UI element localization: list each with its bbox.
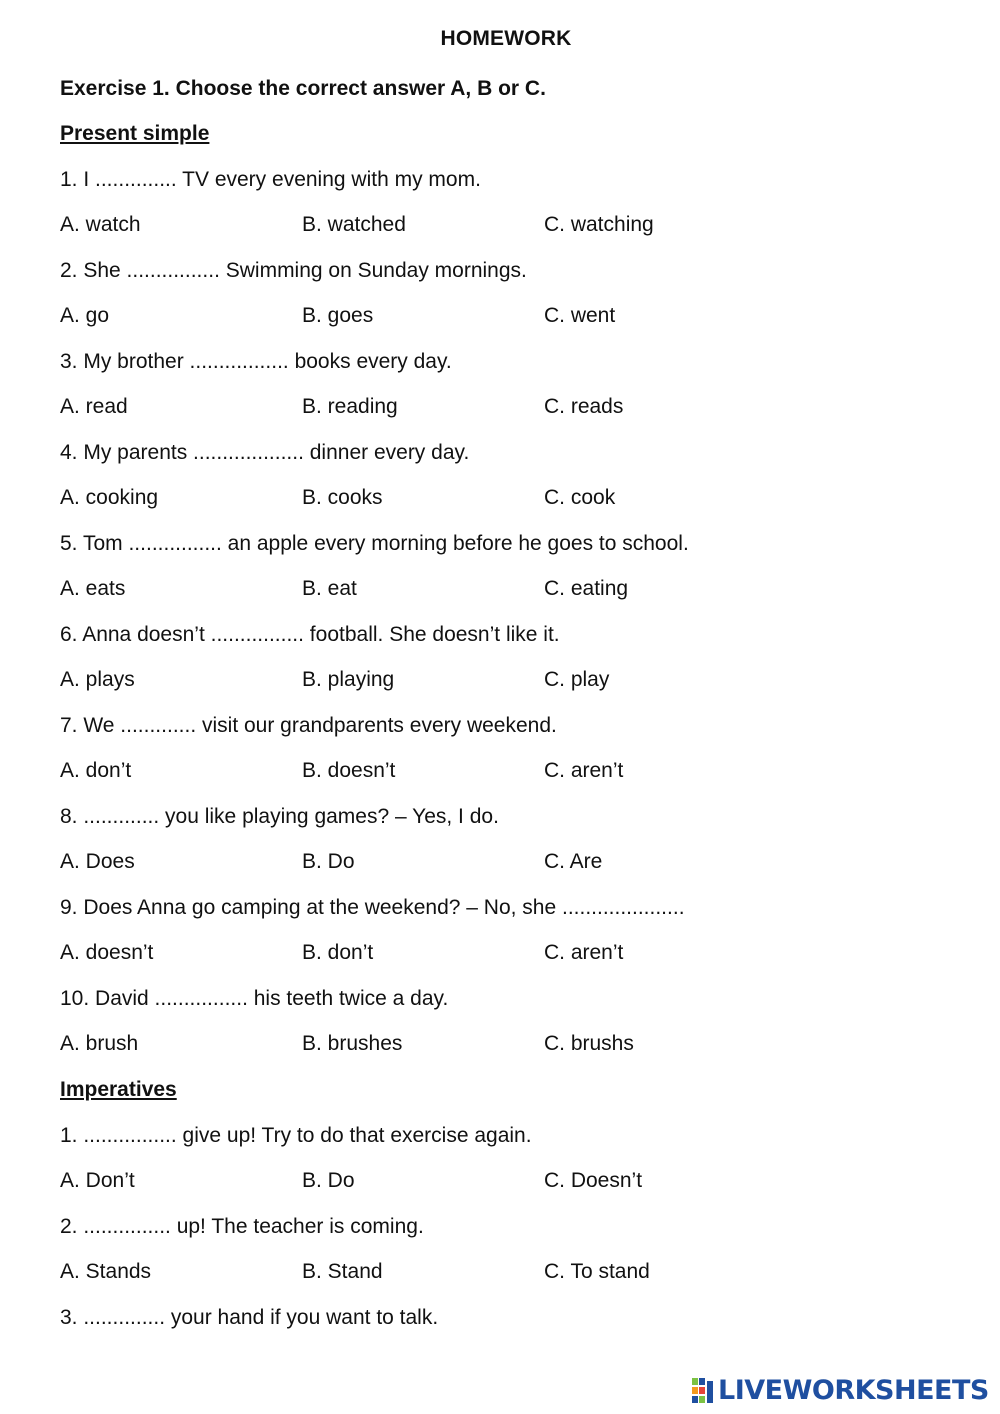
question-text: 1. I .............. TV every evening with my mom. xyxy=(60,168,481,191)
option-a[interactable]: A. read xyxy=(60,395,128,418)
liveworksheets-logo-icon xyxy=(692,1378,714,1404)
option-c[interactable]: C. went xyxy=(544,304,616,327)
option-c[interactable]: C. Are xyxy=(544,850,603,873)
exercise-title: Exercise 1. Choose the correct answer A, B or C. xyxy=(60,77,546,100)
option-b[interactable]: B. Do xyxy=(302,1169,355,1192)
question-text: 3. My brother ................. books every day. xyxy=(60,350,452,373)
option-a[interactable]: A. plays xyxy=(60,668,135,691)
option-a[interactable]: A. cooking xyxy=(60,486,159,509)
logo-text: LIVEWORKSHEETS xyxy=(718,1375,989,1406)
question-text: 4. My parents ................... dinner every day. xyxy=(60,441,470,464)
option-b[interactable]: B. eat xyxy=(302,577,357,600)
question-text: 2. She ................ Swimming on Sunday mornings. xyxy=(60,259,527,282)
option-b[interactable]: B. cooks xyxy=(302,486,383,509)
option-c[interactable]: C. aren’t xyxy=(544,941,624,964)
question-text: 2. ............... up! The teacher is coming. xyxy=(60,1215,424,1238)
option-c[interactable]: C. cook xyxy=(544,486,616,509)
option-a[interactable]: A. go xyxy=(60,304,110,327)
question-text: 7. We ............. visit our grandparents every weekend. xyxy=(60,714,557,737)
option-a[interactable]: A. watch xyxy=(60,213,141,236)
option-c[interactable]: C. Doesn’t xyxy=(544,1169,643,1192)
option-c[interactable]: C. aren’t xyxy=(544,759,624,782)
option-b[interactable]: B. brushes xyxy=(302,1032,403,1055)
option-a[interactable]: A. brush xyxy=(60,1032,139,1055)
question-text: 1. ................ give up! Try to do that exercise again. xyxy=(60,1124,532,1147)
option-b[interactable]: B. goes xyxy=(302,304,374,327)
option-b[interactable]: B. playing xyxy=(302,668,395,691)
section-heading-imperatives: Imperatives xyxy=(60,1078,177,1101)
option-a[interactable]: A. don’t xyxy=(60,759,132,782)
option-b[interactable]: B. watched xyxy=(302,213,406,236)
question-text: 3. .............. your hand if you want to talk. xyxy=(60,1306,439,1329)
option-c[interactable]: C. brushs xyxy=(544,1032,634,1055)
page-title: HOMEWORK xyxy=(440,27,572,50)
option-b[interactable]: B. doesn’t xyxy=(302,759,396,782)
question-text: 6. Anna doesn’t ................ football. She doesn’t like it. xyxy=(60,623,560,646)
option-a[interactable]: A. Does xyxy=(60,850,135,873)
option-b[interactable]: B. Do xyxy=(302,850,355,873)
section-heading-present-simple: Present simple xyxy=(60,122,210,145)
option-c[interactable]: C. eating xyxy=(544,577,629,600)
question-text: 10. David ................ his teeth twice a day. xyxy=(60,987,449,1010)
option-a[interactable]: A. eats xyxy=(60,577,126,600)
option-a[interactable]: A. doesn’t xyxy=(60,941,154,964)
option-c[interactable]: C. To stand xyxy=(544,1260,650,1283)
option-a[interactable]: A. Don’t xyxy=(60,1169,135,1192)
liveworksheets-logo xyxy=(692,1376,989,1406)
option-c[interactable]: C. watching xyxy=(544,213,654,236)
option-b[interactable]: B. Stand xyxy=(302,1260,383,1283)
option-c[interactable]: C. play xyxy=(544,668,610,691)
question-text: 5. Tom ................ an apple every morning before he goes to school. xyxy=(60,532,689,555)
option-b[interactable]: B. don’t xyxy=(302,941,374,964)
question-text: 9. Does Anna go camping at the weekend? – No, she ..................... xyxy=(60,896,685,919)
option-b[interactable]: B. reading xyxy=(302,395,398,418)
question-text: 8. ............. you like playing games? – Yes, I do. xyxy=(60,805,499,828)
option-c[interactable]: C. reads xyxy=(544,395,624,418)
option-a[interactable]: A. Stands xyxy=(60,1260,152,1283)
